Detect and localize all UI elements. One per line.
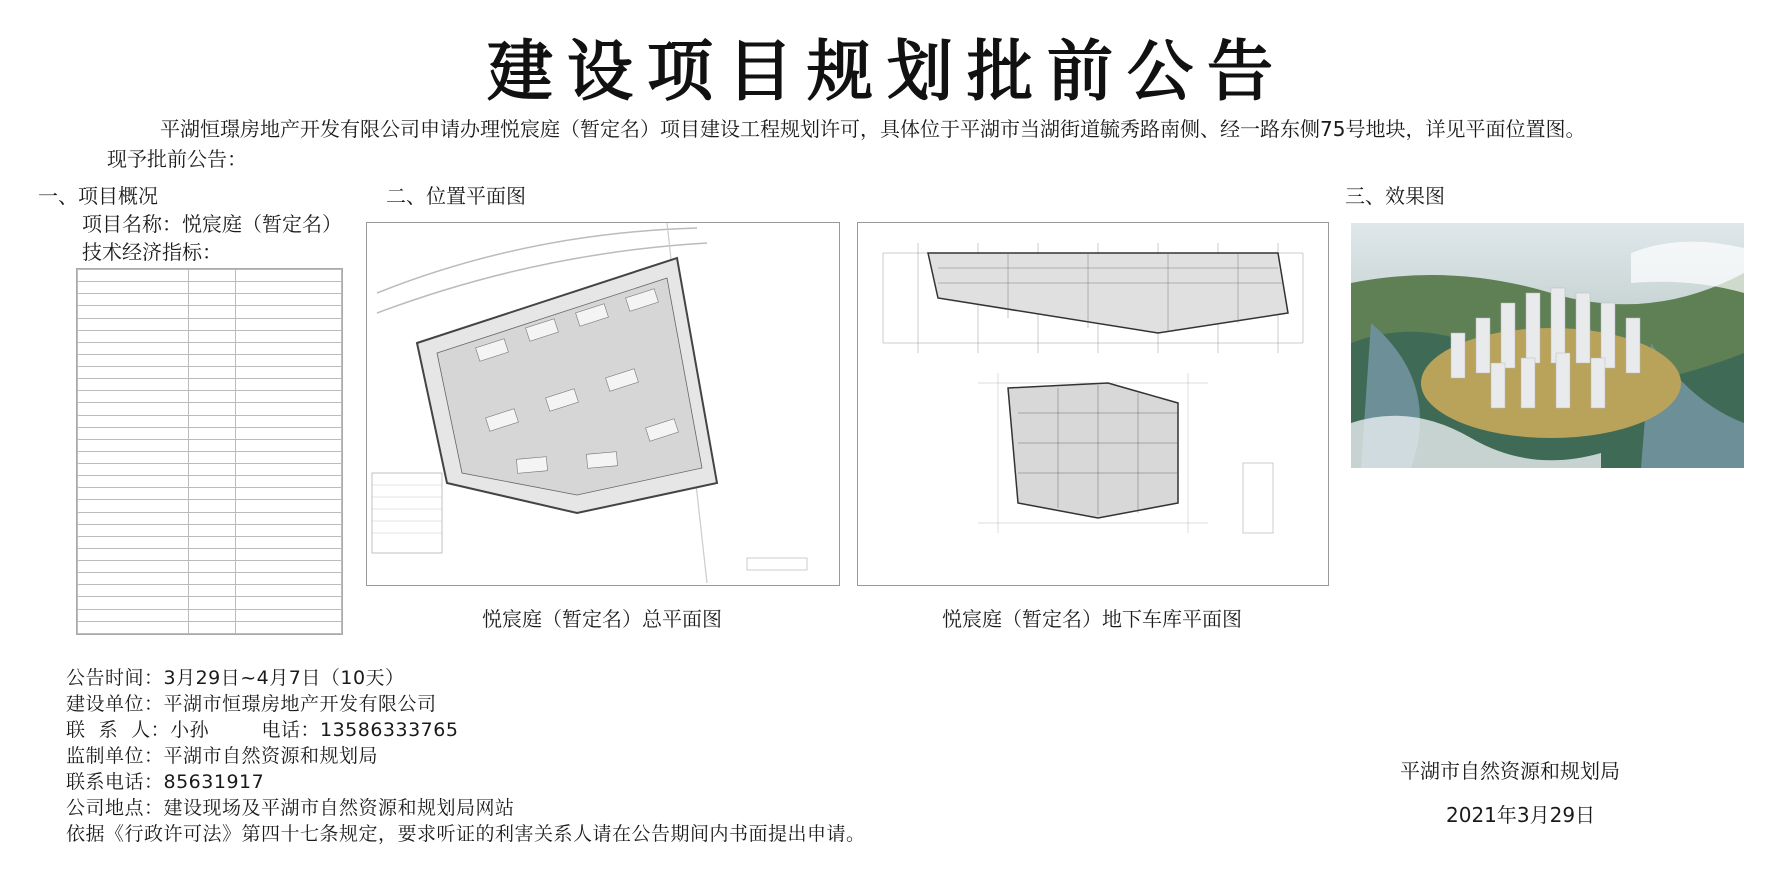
table-cell <box>78 621 189 633</box>
table-cell <box>188 488 236 500</box>
table-cell <box>78 561 189 573</box>
table-row <box>78 270 342 282</box>
table-row <box>78 500 342 512</box>
table-cell <box>78 270 189 282</box>
table-cell <box>188 621 236 633</box>
table-cell <box>188 585 236 597</box>
table-cell <box>236 282 342 294</box>
table-cell <box>78 488 189 500</box>
table-row <box>78 342 342 354</box>
footer-line-builder: 建设单位：平湖市恒璟房地产开发有限公司 <box>66 693 437 715</box>
footer-line-contact: 联 系 人：小孙 电话：13586333765 <box>66 719 459 741</box>
table-cell <box>236 270 342 282</box>
table-cell <box>78 294 189 306</box>
table-cell <box>188 379 236 391</box>
intro-text: 平湖恒璟房地产开发有限公司申请办理悦宸庭（暂定名）项目建设工程规划许可，具体位于平湖市当湖街道毓秀路南侧、经一路东侧75号地块，详见平面位置图。 <box>160 117 1586 141</box>
table-cell <box>188 536 236 548</box>
table-cell <box>78 403 189 415</box>
table-row <box>78 294 342 306</box>
table-cell <box>188 354 236 366</box>
table-cell <box>236 597 342 609</box>
table-row <box>78 427 342 439</box>
table-cell <box>236 451 342 463</box>
table-cell <box>78 427 189 439</box>
table-cell <box>78 585 189 597</box>
issue-date: 2021年3月29日 <box>1446 803 1596 827</box>
table-row <box>78 379 342 391</box>
table-cell <box>188 548 236 560</box>
table-cell <box>78 464 189 476</box>
table-cell <box>236 585 342 597</box>
table-row <box>78 573 342 585</box>
table-row <box>78 609 342 621</box>
table-cell <box>236 367 342 379</box>
table-row <box>78 367 342 379</box>
table-cell <box>236 476 342 488</box>
table-cell <box>78 609 189 621</box>
table-cell <box>236 342 342 354</box>
table-cell <box>188 403 236 415</box>
table-cell <box>236 621 342 633</box>
table-row <box>78 330 342 342</box>
footer-line-location: 公司地点：建设现场及平湖市自然资源和规划局网站 <box>66 797 515 819</box>
table-cell <box>188 597 236 609</box>
table-cell <box>236 536 342 548</box>
table-row <box>78 415 342 427</box>
table-cell <box>78 379 189 391</box>
table-cell <box>188 294 236 306</box>
table-cell <box>236 318 342 330</box>
table-cell <box>236 500 342 512</box>
table-cell <box>188 367 236 379</box>
table-row <box>78 536 342 548</box>
garage-plan-caption: 悦宸庭（暂定名）地下车库平面图 <box>942 607 1242 631</box>
intro-text-2: 现予批前公告： <box>107 147 247 171</box>
table-cell <box>188 427 236 439</box>
table-cell <box>78 306 189 318</box>
section1-heading: 一、项目概况 <box>38 184 158 208</box>
table-row <box>78 318 342 330</box>
table-cell <box>236 573 342 585</box>
site-plan-drawing <box>366 222 840 586</box>
table-cell <box>78 282 189 294</box>
table-cell <box>236 609 342 621</box>
project-name: 项目名称：悦宸庭（暂定名） <box>82 212 342 236</box>
table-row <box>78 476 342 488</box>
table-cell <box>78 451 189 463</box>
table-cell <box>188 524 236 536</box>
footer-line-date: 公告时间：3月29日~4月7日（10天） <box>66 667 405 689</box>
table-cell <box>78 391 189 403</box>
table-cell <box>236 354 342 366</box>
table-cell <box>78 354 189 366</box>
table-cell <box>78 512 189 524</box>
table-cell <box>188 391 236 403</box>
table-cell <box>236 524 342 536</box>
table-cell <box>236 391 342 403</box>
table-cell <box>236 306 342 318</box>
table-row <box>78 391 342 403</box>
table-row <box>78 488 342 500</box>
section3-heading: 三、效果图 <box>1345 184 1445 208</box>
table-cell <box>236 330 342 342</box>
table-cell <box>236 512 342 524</box>
table-cell <box>188 282 236 294</box>
table-row <box>78 585 342 597</box>
footer-line-phone: 联系电话：85631917 <box>66 771 265 793</box>
site-plan-caption: 悦宸庭（暂定名）总平面图 <box>482 607 722 631</box>
rendering-image <box>1351 223 1744 468</box>
footer-line-legal: 依据《行政许可法》第四十七条规定，要求听证的利害关系人请在公告期间内书面提出申请。 <box>66 823 866 845</box>
table-row <box>78 439 342 451</box>
table-cell <box>188 306 236 318</box>
table-cell <box>78 476 189 488</box>
table-cell <box>236 561 342 573</box>
section2-heading: 二、位置平面图 <box>386 184 526 208</box>
table-cell <box>188 573 236 585</box>
table-cell <box>188 330 236 342</box>
table-cell <box>78 524 189 536</box>
table-row <box>78 561 342 573</box>
table-row <box>78 403 342 415</box>
table-row <box>78 548 342 560</box>
footer-line-supervisor: 监制单位：平湖市自然资源和规划局 <box>66 745 379 767</box>
table-cell <box>78 597 189 609</box>
table-cell <box>78 330 189 342</box>
table-cell <box>78 548 189 560</box>
table-cell <box>188 464 236 476</box>
table-cell <box>236 548 342 560</box>
table-cell <box>188 451 236 463</box>
indicators-table <box>76 268 343 635</box>
table-cell <box>188 512 236 524</box>
table-cell <box>236 439 342 451</box>
table-cell <box>188 609 236 621</box>
table-row <box>78 464 342 476</box>
table-cell <box>188 439 236 451</box>
page-title: 建设项目规划批前公告 <box>487 33 1287 110</box>
table-cell <box>78 318 189 330</box>
table-row <box>78 512 342 524</box>
table-cell <box>236 464 342 476</box>
table-row <box>78 524 342 536</box>
table-cell <box>78 500 189 512</box>
table-cell <box>188 500 236 512</box>
table-row <box>78 451 342 463</box>
table-cell <box>188 415 236 427</box>
table-cell <box>236 415 342 427</box>
table-cell <box>236 379 342 391</box>
table-cell <box>78 536 189 548</box>
table-cell <box>236 294 342 306</box>
table-cell <box>78 367 189 379</box>
table-row <box>78 621 342 633</box>
table-cell <box>188 270 236 282</box>
table-cell <box>188 318 236 330</box>
table-cell <box>188 342 236 354</box>
table-cell <box>188 476 236 488</box>
table-cell <box>78 342 189 354</box>
table-cell <box>236 427 342 439</box>
table-row <box>78 597 342 609</box>
table-row <box>78 306 342 318</box>
table-row <box>78 282 342 294</box>
garage-plan-drawing <box>857 222 1329 586</box>
table-cell <box>236 488 342 500</box>
table-cell <box>78 439 189 451</box>
issuer: 平湖市自然资源和规划局 <box>1400 759 1620 783</box>
table-cell <box>236 403 342 415</box>
table-cell <box>188 561 236 573</box>
indicators-label: 技术经济指标： <box>82 240 222 264</box>
table-cell <box>78 415 189 427</box>
table-cell <box>78 573 189 585</box>
table-row <box>78 354 342 366</box>
